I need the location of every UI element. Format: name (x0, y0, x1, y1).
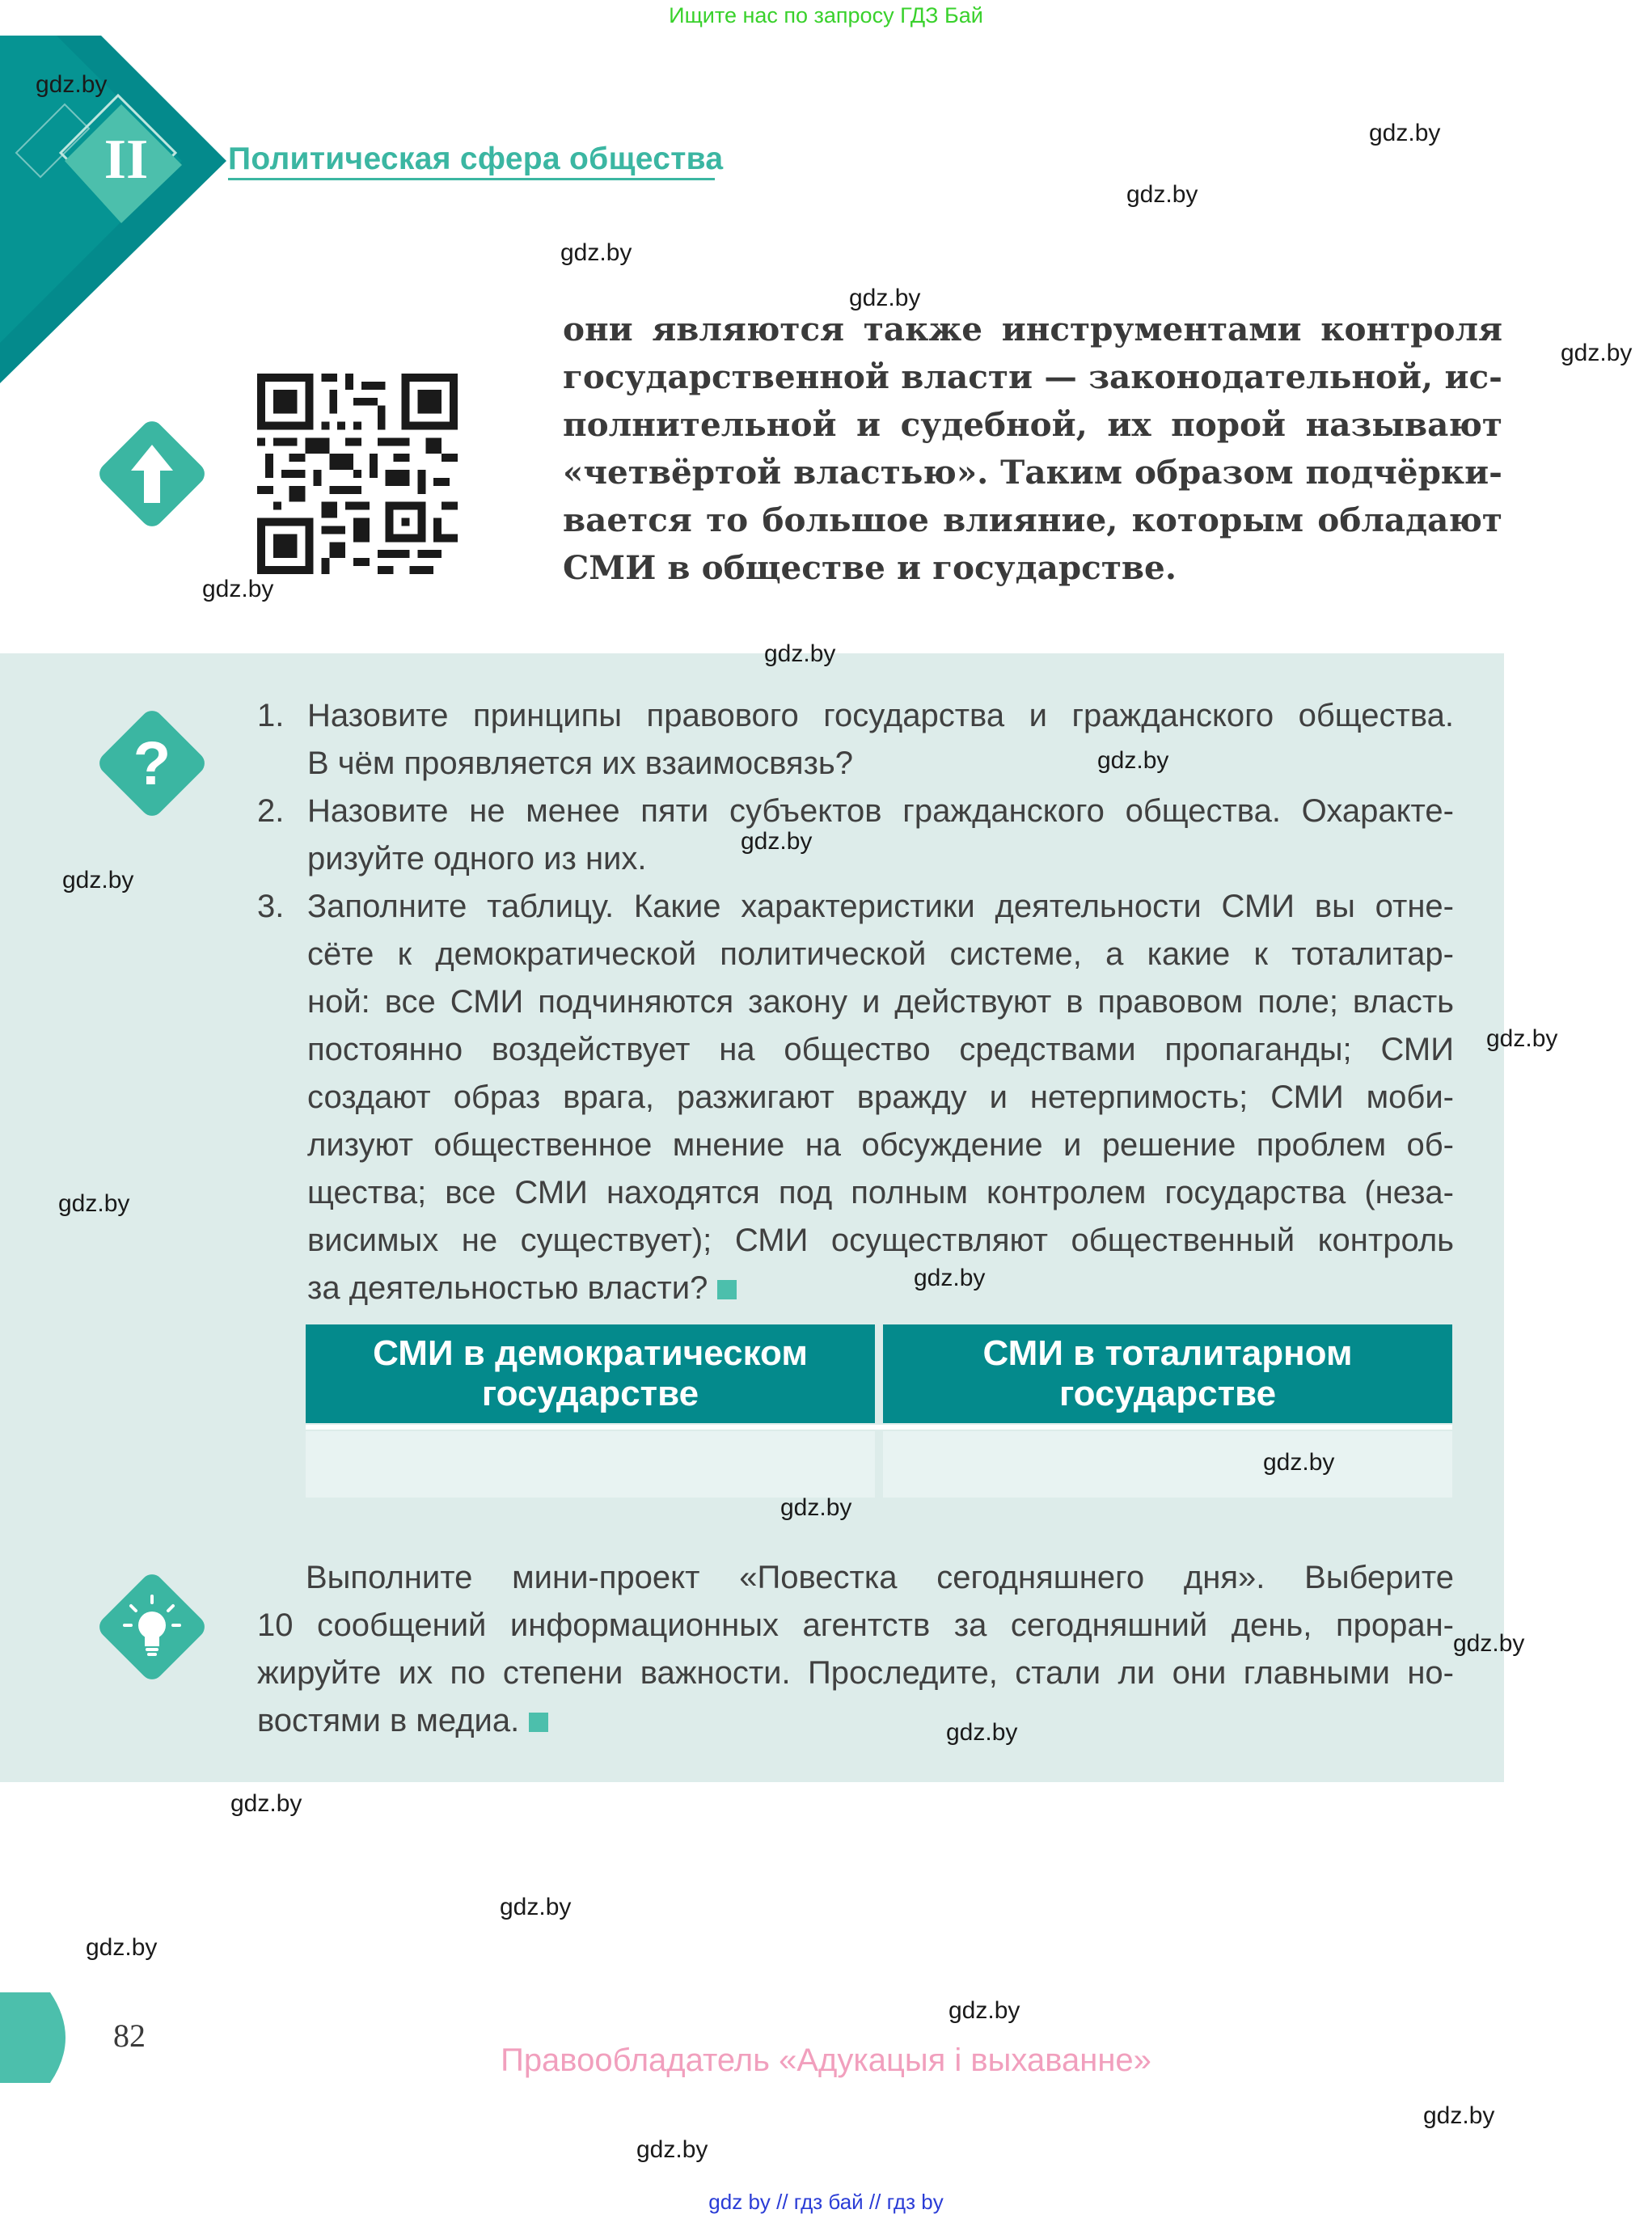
question-3 (257, 883, 1454, 1312)
watermark: gdz.by (36, 71, 108, 98)
question-number: 3. (257, 889, 285, 924)
watermark: gdz.by (86, 1934, 158, 1961)
project-task (257, 1554, 1454, 1745)
question-line: создают образ врага, разжигают вражду и нетерпимость; СМИ моби- (307, 1079, 1454, 1115)
table-cell-totalitarian[interactable] (883, 1431, 1452, 1498)
chapter-title-underline (228, 178, 715, 180)
svg-text:?: ? (133, 729, 171, 798)
chapter-number: II (104, 129, 149, 191)
watermark: gdz.by (946, 1719, 1018, 1746)
intro-line: «четвёртой властью». Таким образом подчёрки- (563, 453, 1502, 492)
intro-line: государственной власти — законодательной, ис- (563, 357, 1502, 396)
question-2 (257, 788, 1454, 883)
project-line: 10 сообщений информационных агентств за сегодняшний день, проран- (257, 1607, 1454, 1643)
footer-links: gdz by // гдз бай // гдз by (708, 2190, 944, 2214)
watermark: gdz.by (849, 285, 921, 311)
question-line: лизуют общественное мнение на обсуждение и решение проблем об- (307, 1127, 1454, 1163)
intro-line: вается то большое влияние, которым обладают (563, 501, 1502, 539)
question-line: ризуйте одного из них. (307, 841, 647, 877)
header-line: государстве (1058, 1374, 1277, 1413)
watermark: gdz.by (1486, 1025, 1558, 1052)
project-line: востями в медиа. (257, 1703, 520, 1738)
page-number: 82 (113, 2017, 146, 2054)
question-number: 1. (257, 698, 285, 733)
watermark: gdz.by (560, 239, 632, 266)
question-1 (257, 692, 1454, 788)
top-note: Ищите нас по запросу ГДЗ Бай (669, 3, 983, 27)
watermark: gdz.by (230, 1790, 302, 1817)
watermark: gdz.by (1263, 1449, 1335, 1476)
watermark: gdz.by (636, 2136, 708, 2163)
intro-line: СМИ в обществе и государстве. (563, 548, 1177, 587)
end-square-icon (529, 1713, 548, 1732)
project-line-last (257, 1697, 1454, 1745)
table-header-totalitarian (883, 1324, 1452, 1423)
question-line: Заполните таблицу. Какие характеристики деятельности СМИ вы отне- (307, 889, 1454, 924)
watermark: gdz.by (1423, 2102, 1495, 2129)
watermark: gdz.by (62, 867, 134, 893)
question-line: щества; все СМИ находятся под полным контролем государства (неза- (307, 1175, 1454, 1210)
watermark: gdz.by (1369, 120, 1441, 146)
header-line: СМИ в тоталитарном (982, 1333, 1353, 1373)
watermark: gdz.by (500, 1894, 572, 1920)
copyright: Правообладатель «Адукацыя і выхаванне» (501, 2042, 1151, 2078)
question-line: В чём проявляется их взаимосвязь? (307, 746, 854, 781)
question-line: Назовите принципы правового государства и гражданского общества. (307, 698, 1454, 733)
project-line: жируйте их по степени важности. Проследите, стали ли они главными но- (257, 1655, 1454, 1691)
qr-code[interactable] (257, 374, 458, 574)
question-icon (92, 703, 212, 823)
watermark: gdz.by (58, 1190, 130, 1217)
intro-paragraph (563, 306, 1502, 592)
watermark: gdz.by (780, 1494, 852, 1521)
project-line: Выполните мини-проект «Повестка сегодняшнего дня». Выберите (306, 1560, 1454, 1595)
table-cell-democratic[interactable] (306, 1431, 875, 1498)
question-line: висимых не существует); СМИ осуществляют общественный контроль (307, 1223, 1454, 1258)
watermark: gdz.by (914, 1265, 986, 1291)
question-line-last (307, 1265, 1454, 1312)
question-line: Назовите не менее пяти субъектов гражданского общества. Охаракте- (307, 793, 1454, 829)
intro-line: полнительной и судебной, их порой называют (563, 405, 1502, 444)
question-line: сёте к демократической политической системе, а какие к тоталитар- (307, 936, 1454, 972)
watermark: gdz.by (1453, 1630, 1525, 1657)
question-line: ной: все СМИ подчиняются закону и действуют в правовом поле; власть (307, 984, 1454, 1020)
watermark: gdz.by (1126, 181, 1198, 208)
intro-line: они являются также инструментами контроля (563, 310, 1502, 349)
watermark: gdz.by (202, 576, 274, 602)
questions-list (257, 692, 1454, 1312)
table-header-democratic (306, 1324, 875, 1423)
watermark: gdz.by (1097, 747, 1169, 774)
end-square-icon (717, 1280, 737, 1299)
question-line: за деятельностью власти? (307, 1270, 708, 1306)
lightbulb-icon (92, 1567, 212, 1687)
question-number: 2. (257, 793, 285, 829)
arrow-up-icon (92, 414, 212, 534)
question-line: постоянно воздействует на общество средствами пропаганды; СМИ (307, 1032, 1454, 1067)
watermark: gdz.by (949, 1997, 1020, 2024)
table-divider (306, 1425, 1452, 1430)
header-line: государстве (481, 1374, 699, 1413)
watermark: gdz.by (1561, 340, 1633, 366)
chapter-title: Политическая сфера общества (228, 142, 724, 176)
watermark: gdz.by (764, 640, 836, 667)
header-line: СМИ в демократическом (373, 1333, 808, 1373)
watermark: gdz.by (741, 828, 813, 855)
